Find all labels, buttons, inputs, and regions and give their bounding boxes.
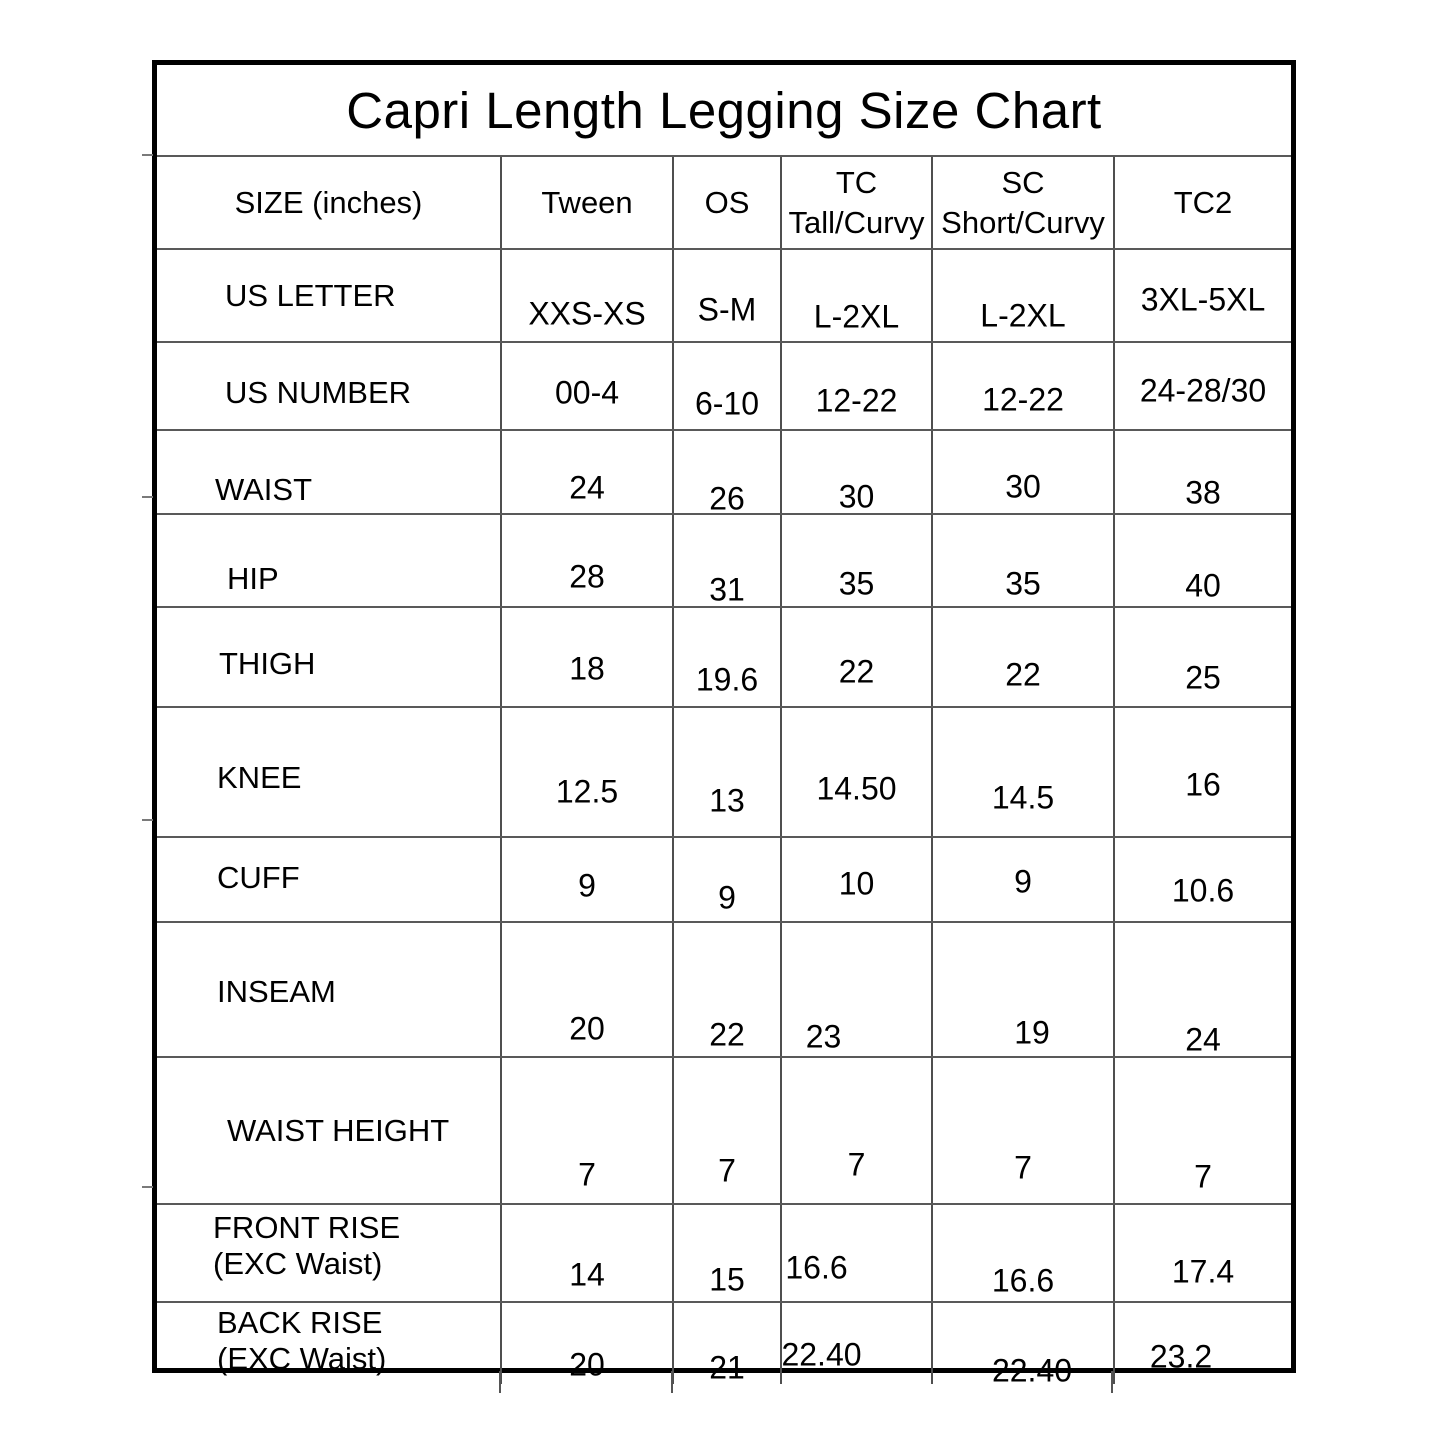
value-cell [1113,515,1291,606]
value-cell [780,1303,931,1384]
value-cell [672,608,780,706]
value-cell [780,431,931,513]
row-label-line1: FRONT RISE [213,1210,401,1246]
cell-value: 31 [709,571,745,608]
value-cell [780,343,931,429]
row-label [225,375,411,411]
value-cell [672,1205,780,1301]
cell-value: 00-4 [554,374,620,411]
grid-protrusion-artifact [142,496,153,498]
cell-value: 22 [1005,656,1041,693]
value-cell [672,343,780,429]
grid-protrusion-artifact [142,819,153,821]
cell-value: L-2XL [813,298,900,335]
cell-value: 3XL-5XL [1140,281,1266,318]
value-cell [672,838,780,921]
cell-value: 23.2 [1149,1338,1213,1375]
cell-value: 24 [569,469,605,506]
row-label-cell [157,923,500,1056]
value-cell [931,515,1113,606]
row-label-cell [157,1058,500,1203]
cell-value: 10.6 [1171,872,1235,909]
row-label-line2: (EXC Waist) [213,1246,383,1282]
cell-value: 17.4 [1171,1253,1235,1290]
table-row [157,1056,1291,1203]
value-cell [1113,431,1291,513]
value-cell [500,343,672,429]
value-cell [500,1058,672,1203]
value-cell [780,838,931,921]
value-cell [1113,708,1291,836]
cell-value: 14.5 [991,779,1055,816]
value-cell [500,515,672,606]
row-label-cell [157,515,500,606]
row-label-cell [157,343,500,429]
cell-value: 23 [805,1018,842,1055]
value-cell [1113,250,1291,341]
cell-value: 16.6 [991,1262,1055,1299]
cell-value: 35 [1005,565,1041,602]
table-row [157,606,1291,706]
cell-value: XXS-XS [528,295,646,332]
value-cell [780,1205,931,1301]
value-cell [1113,1303,1291,1384]
row-label-cell [157,708,500,836]
cell-value: 20 [569,1010,605,1047]
row-label [217,760,301,796]
cell-value: 19.6 [695,661,759,698]
grid-tick-artifact [499,1371,501,1393]
row-label [217,860,300,896]
value-cell [1113,608,1291,706]
cell-value: 9 [1014,863,1032,900]
value-cell [500,838,672,921]
table-row [157,248,1291,341]
value-cell [672,515,780,606]
table-row [157,341,1291,429]
row-label-line1: BACK RISE [217,1305,383,1341]
value-cell [780,708,931,836]
cell-value: 35 [838,565,875,602]
cell-value: 10 [838,865,875,902]
value-cell [500,431,672,513]
row-label-line1: US LETTER [225,277,396,313]
row-label [217,974,336,1010]
cell-value: 26 [709,480,745,517]
value-cell [500,708,672,836]
column-header-sublabel: Short/Curvy [941,204,1105,240]
table-row [157,1203,1291,1301]
value-cell [931,708,1113,836]
value-cell [780,1058,931,1203]
cell-value: 13 [709,782,745,819]
row-label-line1: WAIST HEIGHT [227,1112,450,1148]
value-cell [931,1303,1113,1389]
row-label [225,278,396,314]
cell-value: 20 [569,1346,605,1383]
value-cell [1113,1205,1291,1301]
cell-value: 7 [847,1146,866,1183]
cell-value: 30 [1005,468,1041,505]
cell-value: L-2XL [980,297,1066,334]
grid-tick-artifact [671,1371,673,1393]
row-label [227,1113,449,1149]
column-header-os [672,157,780,248]
cell-value: 9 [718,879,736,916]
cell-value: 16 [1185,766,1221,803]
column-header-label: SC [1001,164,1045,200]
value-cell [931,1205,1113,1301]
chart-title: Capri Length Legging Size Chart [346,81,1102,139]
value-cell [780,608,931,706]
grid-tick-artifact [1111,1371,1113,1393]
table-row [157,1301,1291,1389]
column-header-label: OS [704,184,750,220]
cell-value: 9 [578,867,596,904]
row-label-line1: HIP [227,560,279,596]
cell-value: 14 [569,1256,605,1293]
row-label-cell [157,250,500,341]
cell-value: 6-10 [694,385,760,422]
size-chart-table [152,60,1296,1389]
cell-value: 7 [718,1152,736,1189]
table-row [157,429,1291,517]
row-label-line1: KNEE [217,760,302,796]
cell-value: 7 [1194,1158,1212,1195]
column-header-sc [931,157,1113,248]
value-cell [500,1205,672,1301]
value-cell [500,608,672,706]
cell-value: 7 [1014,1149,1032,1186]
row-label [219,646,315,682]
cell-value: 22 [838,653,875,690]
value-cell [931,923,1113,1056]
row-label-line2: (EXC Waist) [217,1341,387,1377]
value-cell [931,608,1113,706]
header-size-cell [157,157,500,248]
row-label-line1: US NUMBER [225,374,412,410]
row-label-line1: WAIST [215,472,313,508]
header-row [157,155,1291,248]
row-label-cell [157,1303,500,1384]
cell-value: 12-22 [815,382,898,419]
row-label-line1: THIGH [219,645,316,681]
value-cell [672,250,780,341]
cell-value: 16.6 [785,1249,848,1286]
value-cell [500,1303,672,1384]
cell-value: 21 [709,1349,745,1386]
value-cell [672,431,780,517]
value-cell [931,250,1113,341]
cell-value: 15 [709,1261,745,1298]
title-row [157,65,1291,155]
column-header-label: TC [835,164,878,200]
cell-value: 25 [1185,659,1221,696]
value-cell [931,431,1113,513]
value-cell [931,1058,1113,1203]
cell-value: 22.40 [781,1336,862,1373]
column-header-tc2 [1113,157,1291,248]
value-cell [672,1058,780,1203]
cell-value: 7 [578,1156,596,1193]
cell-value: 22 [709,1016,745,1053]
row-label-cell [157,431,500,513]
cell-value: 40 [1185,567,1221,604]
value-cell [1113,1058,1291,1203]
table-row [157,513,1291,606]
column-header-tc [780,157,931,248]
value-cell [931,838,1113,921]
row-label-cell [157,1205,500,1301]
value-cell [931,343,1113,429]
cell-value: 28 [569,558,605,595]
value-cell [672,708,780,836]
cell-value: 24-28/30 [1139,372,1267,409]
column-header-tween [500,157,672,248]
row-label-cell [157,608,500,706]
value-cell [1113,923,1291,1056]
cell-value: 30 [838,478,875,515]
row-label [213,1210,400,1282]
value-cell [1113,343,1291,429]
value-cell [672,923,780,1056]
column-header-label: Tween [541,184,633,220]
cell-value: 14.50 [816,770,897,807]
row-label-line1: CUFF [217,859,300,895]
table-row [157,706,1291,836]
cell-value: 38 [1185,474,1221,510]
cell-value: 18 [569,650,605,687]
grid-protrusion-artifact [142,154,153,156]
column-header-sublabel: Tall/Curvy [788,204,925,240]
cell-value: 12.5 [555,773,619,810]
value-cell [500,923,672,1056]
row-label-line1: INSEAM [217,974,336,1010]
cell-value: 12-22 [982,381,1064,418]
value-cell [780,250,931,341]
cell-value: 19 [1014,1014,1050,1051]
value-cell [780,923,931,1056]
row-label [227,561,279,597]
table-row [157,921,1291,1056]
row-label [215,472,312,508]
value-cell [672,1303,780,1384]
cell-value: 22.40 [991,1352,1073,1389]
row-label-cell [157,838,500,921]
value-cell [500,250,672,341]
cell-value: 24 [1185,1021,1221,1058]
row-label [217,1305,386,1377]
header-size-label: SIZE (inches) [234,184,423,220]
column-header-label: TC2 [1173,184,1233,220]
grid-protrusion-artifact [142,1186,153,1188]
cell-value: S-M [697,291,757,328]
value-cell [1113,838,1291,921]
value-cell [780,515,931,606]
table-row [157,836,1291,921]
